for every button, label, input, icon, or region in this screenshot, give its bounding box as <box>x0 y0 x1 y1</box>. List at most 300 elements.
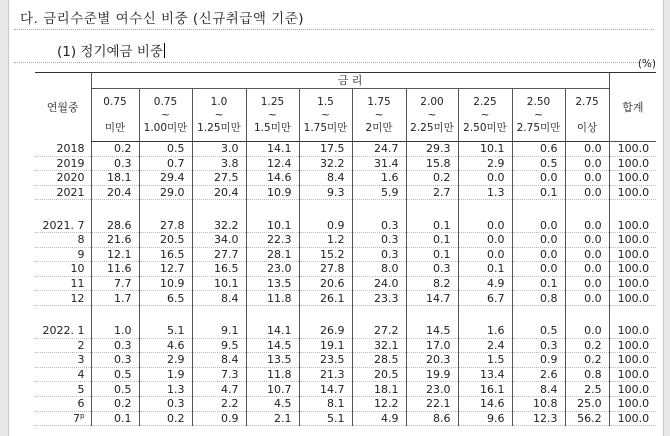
bracket-bottom: 이상 <box>576 121 598 134</box>
row-label <box>35 142 91 157</box>
value-cell: 0.9 <box>192 411 246 426</box>
value-cell: 0.5 <box>139 142 192 157</box>
value-cell: 0.3 <box>91 353 139 368</box>
value-cell: 21.6 <box>91 232 139 247</box>
rate-bracket-header <box>458 89 512 142</box>
value-cell: 9.1 <box>192 324 246 338</box>
value-cell: 23.3 <box>352 291 406 306</box>
value-cell: 1.9 <box>139 367 192 382</box>
total-cell: 100.0 <box>609 396 656 411</box>
value-cell: 18.1 <box>91 171 139 186</box>
value-cell: 0.0 <box>458 232 512 247</box>
bracket-bottom: 2.50미만 <box>463 121 507 134</box>
value-cell: 4.6 <box>139 338 192 353</box>
value-cell: 13.5 <box>246 353 299 368</box>
preliminary-marker: p <box>80 411 85 420</box>
value-cell: 17.5 <box>299 142 352 157</box>
period-column-header: 연월중 <box>35 73 91 142</box>
spacer-cell <box>246 305 299 324</box>
total-cell: 100.0 <box>609 338 656 353</box>
rate-group-header: 금 리 <box>91 73 609 89</box>
row-label-text: 2021 <box>56 186 85 200</box>
row-label <box>35 324 91 338</box>
row-label <box>35 232 91 247</box>
value-cell: 0.0 <box>565 142 609 157</box>
value-cell: 13.4 <box>458 367 512 382</box>
value-cell: 0.3 <box>406 262 458 277</box>
value-cell: 24.7 <box>352 142 406 157</box>
value-cell: 23.0 <box>246 262 299 277</box>
value-cell: 11.8 <box>246 291 299 306</box>
row-label <box>35 396 91 411</box>
value-cell: 0.0 <box>565 262 609 277</box>
value-cell: 3.0 <box>192 142 246 157</box>
total-cell: 100.0 <box>609 156 656 171</box>
value-cell: 29.0 <box>139 185 192 200</box>
value-cell: 11.8 <box>246 367 299 382</box>
bracket-mid: ~ <box>427 108 437 121</box>
text-cursor <box>164 43 165 58</box>
value-cell: 20.5 <box>352 367 406 382</box>
total-cell: 100.0 <box>609 291 656 306</box>
value-cell: 12.2 <box>352 396 406 411</box>
value-cell: 8.1 <box>299 396 352 411</box>
value-cell: 56.2 <box>565 411 609 426</box>
value-cell: 1.6 <box>352 171 406 186</box>
value-cell: 4.9 <box>458 276 512 291</box>
spacer-cell <box>192 200 246 219</box>
value-cell: 12.1 <box>91 247 139 262</box>
total-cell: 100.0 <box>609 247 656 262</box>
spacer-cell <box>352 305 406 324</box>
bracket-bottom: 1.25미만 <box>197 121 241 134</box>
value-cell: 8.6 <box>406 411 458 426</box>
value-cell: 0.1 <box>91 411 139 426</box>
value-cell: 21.3 <box>299 367 352 382</box>
total-cell: 100.0 <box>609 218 656 232</box>
value-cell: 10.8 <box>512 396 565 411</box>
group-spacer-row <box>35 305 656 324</box>
spacer-cell <box>35 305 91 324</box>
value-cell: 0.0 <box>512 218 565 232</box>
value-cell: 0.3 <box>352 232 406 247</box>
bracket-top: 2.75 <box>575 95 599 108</box>
value-cell: 0.1 <box>458 262 512 277</box>
spacer-cell <box>406 200 458 219</box>
section-heading: 다. 금리수준별 여수신 비중 (신규취급액 기준) <box>20 11 305 27</box>
value-cell: 2.9 <box>458 156 512 171</box>
total-cell: 100.0 <box>609 262 656 277</box>
value-cell: 1.6 <box>458 324 512 338</box>
spacer-cell <box>299 305 352 324</box>
total-cell: 100.0 <box>609 142 656 157</box>
value-cell: 0.1 <box>512 276 565 291</box>
table-row <box>35 276 656 291</box>
row-label-text: 11 <box>70 277 85 291</box>
row-label <box>35 171 91 186</box>
spacer-cell <box>512 305 565 324</box>
value-cell: 0.0 <box>512 247 565 262</box>
value-cell: 19.9 <box>406 367 458 382</box>
table-row <box>35 142 656 157</box>
bracket-bottom: 1.75미만 <box>303 121 348 134</box>
value-cell: 10.9 <box>246 185 299 200</box>
value-cell: 0.3 <box>91 338 139 353</box>
value-cell: 0.0 <box>512 262 565 277</box>
value-cell: 0.0 <box>512 171 565 186</box>
value-cell: 0.2 <box>139 411 192 426</box>
spacer-cell <box>512 200 565 219</box>
spacer-cell <box>565 305 609 324</box>
value-cell: 1.3 <box>458 185 512 200</box>
value-cell: 14.1 <box>246 142 299 157</box>
row-label-text: 3 <box>77 353 85 367</box>
bracket-mid: ~ <box>374 108 384 121</box>
row-label <box>35 367 91 382</box>
value-cell: 12.3 <box>512 411 565 426</box>
rate-bracket-header <box>512 89 565 142</box>
table-row <box>35 382 656 397</box>
rate-bracket-header <box>352 89 406 142</box>
bracket-top: 2.00 <box>420 95 444 108</box>
table-row <box>35 185 656 200</box>
value-cell: 0.1 <box>406 232 458 247</box>
value-cell: 8.0 <box>352 262 406 277</box>
value-cell: 1.5 <box>458 353 512 368</box>
value-cell: 9.5 <box>192 338 246 353</box>
row-label-text: 7 <box>73 411 81 425</box>
rate-bracket-header <box>246 89 299 142</box>
bracket-top: 2.50 <box>526 95 551 108</box>
spacer-cell <box>458 200 512 219</box>
table-row <box>35 411 656 426</box>
total-cell: 100.0 <box>609 171 656 186</box>
spacer-cell <box>35 200 91 219</box>
value-cell: 14.5 <box>406 324 458 338</box>
value-cell: 0.0 <box>565 232 609 247</box>
value-cell: 8.4 <box>192 291 246 306</box>
total-cell: 100.0 <box>609 185 656 200</box>
value-cell: 16.1 <box>458 382 512 397</box>
row-label-text: 2018 <box>56 142 85 156</box>
value-cell: 27.8 <box>299 262 352 277</box>
value-cell: 26.1 <box>299 291 352 306</box>
value-cell: 0.0 <box>565 185 609 200</box>
value-cell: 0.3 <box>512 338 565 353</box>
value-cell: 0.0 <box>458 171 512 186</box>
value-cell: 0.2 <box>565 338 609 353</box>
value-cell: 27.8 <box>139 218 192 232</box>
value-cell: 0.1 <box>512 185 565 200</box>
value-cell: 0.3 <box>352 218 406 232</box>
spacer-cell <box>352 200 406 219</box>
bracket-mid <box>566 109 609 122</box>
value-cell: 18.1 <box>352 382 406 397</box>
value-cell: 16.5 <box>139 247 192 262</box>
table-row <box>35 353 656 368</box>
total-cell: 100.0 <box>609 382 656 397</box>
value-cell: 0.0 <box>565 247 609 262</box>
value-cell: 32.2 <box>299 156 352 171</box>
bracket-mid: ~ <box>214 108 224 121</box>
total-cell: 100.0 <box>609 324 656 338</box>
value-cell: 0.1 <box>406 218 458 232</box>
value-cell: 0.7 <box>139 156 192 171</box>
value-cell: 0.0 <box>512 232 565 247</box>
value-cell: 7.7 <box>91 276 139 291</box>
bracket-mid: ~ <box>534 108 543 121</box>
value-cell: 0.5 <box>91 367 139 382</box>
row-label <box>35 276 91 291</box>
row-label <box>35 411 91 426</box>
rate-bracket-header <box>299 89 352 142</box>
value-cell: 14.7 <box>406 291 458 306</box>
value-cell: 10.1 <box>458 142 512 157</box>
value-cell: 12.7 <box>139 262 192 277</box>
table-row <box>35 218 656 232</box>
table-row <box>35 291 656 306</box>
value-cell: 0.3 <box>139 396 192 411</box>
value-cell: 8.4 <box>299 171 352 186</box>
table-row <box>35 396 656 411</box>
table-row <box>35 171 656 186</box>
row-label-text: 4 <box>77 368 85 382</box>
value-cell: 7.3 <box>192 367 246 382</box>
value-cell: 24.0 <box>352 276 406 291</box>
value-cell: 0.0 <box>565 171 609 186</box>
bracket-bottom: 1.00미만 <box>143 121 188 134</box>
row-label-text: 9 <box>77 247 85 261</box>
value-cell: 0.1 <box>406 247 458 262</box>
value-cell: 20.4 <box>192 185 246 200</box>
bracket-top: 2.25 <box>473 95 497 108</box>
value-cell: 0.9 <box>512 353 565 368</box>
value-cell: 0.0 <box>458 247 512 262</box>
group-spacer-row <box>35 200 656 219</box>
value-cell: 0.8 <box>512 291 565 306</box>
value-cell: 29.4 <box>139 171 192 186</box>
value-cell: 14.6 <box>246 171 299 186</box>
value-cell: 0.2 <box>406 171 458 186</box>
value-cell: 14.7 <box>299 382 352 397</box>
table-row <box>35 324 656 338</box>
value-cell: 10.1 <box>192 276 246 291</box>
value-cell: 0.9 <box>299 218 352 232</box>
bracket-top: 1.25 <box>260 95 285 108</box>
table-row <box>35 232 656 247</box>
spacer-cell <box>192 305 246 324</box>
value-cell: 2.7 <box>406 185 458 200</box>
value-cell: 9.6 <box>458 411 512 426</box>
bracket-bottom: 1.5미만 <box>254 121 291 134</box>
value-cell: 13.5 <box>246 276 299 291</box>
value-cell: 14.1 <box>246 324 299 338</box>
row-label <box>35 291 91 306</box>
value-cell: 23.5 <box>299 353 352 368</box>
row-label-text: 2020 <box>56 171 85 185</box>
bracket-mid: ~ <box>268 108 277 121</box>
value-cell: 19.1 <box>299 338 352 353</box>
value-cell: 34.0 <box>192 232 246 247</box>
value-cell: 28.6 <box>91 218 139 232</box>
value-cell: 8.4 <box>192 353 246 368</box>
value-cell: 0.0 <box>458 218 512 232</box>
table-row <box>35 156 656 171</box>
value-cell: 2.1 <box>246 411 299 426</box>
value-cell: 0.0 <box>565 156 609 171</box>
value-cell: 0.2 <box>91 396 139 411</box>
unit-label: (%) <box>637 58 656 70</box>
spacer-cell <box>246 200 299 219</box>
value-cell: 0.0 <box>565 291 609 306</box>
row-label-text: 6 <box>77 397 85 411</box>
value-cell: 22.3 <box>246 232 299 247</box>
bracket-top: 1.75 <box>367 95 391 108</box>
row-label <box>35 262 91 277</box>
value-cell: 5.1 <box>299 411 352 426</box>
value-cell: 20.5 <box>139 232 192 247</box>
spacer-cell <box>565 200 609 219</box>
total-column-header: 합계 <box>609 73 656 142</box>
left-window-frame <box>0 0 9 436</box>
value-cell: 17.0 <box>406 338 458 353</box>
value-cell: 23.0 <box>406 382 458 397</box>
value-cell: 1.0 <box>91 324 139 338</box>
bracket-top: 0.75 <box>103 95 127 108</box>
value-cell: 0.6 <box>512 142 565 157</box>
value-cell: 0.2 <box>565 353 609 368</box>
spacer-cell <box>609 305 656 324</box>
rate-bracket-header <box>565 89 609 142</box>
rate-bracket-header <box>192 89 246 142</box>
value-cell: 10.7 <box>246 382 299 397</box>
value-cell: 8.2 <box>406 276 458 291</box>
value-cell: 4.5 <box>246 396 299 411</box>
value-cell: 26.9 <box>299 324 352 338</box>
bracket-bottom: 2미만 <box>365 121 393 134</box>
value-cell: 10.9 <box>139 276 192 291</box>
row-label-text: 12 <box>70 291 85 305</box>
value-cell: 27.2 <box>352 324 406 338</box>
row-label <box>35 185 91 200</box>
row-label-text: 5 <box>77 382 85 396</box>
bracket-top: 1.5 <box>317 95 334 108</box>
bracket-mid: ~ <box>161 108 170 121</box>
row-label <box>35 353 91 368</box>
rate-bracket-header <box>91 89 139 142</box>
table-row <box>35 367 656 382</box>
value-cell: 0.0 <box>565 218 609 232</box>
value-cell: 28.1 <box>246 247 299 262</box>
total-cell: 100.0 <box>609 276 656 291</box>
value-cell: 3.8 <box>192 156 246 171</box>
guide-line <box>14 62 654 63</box>
value-cell: 0.3 <box>352 247 406 262</box>
value-cell: 5.1 <box>139 324 192 338</box>
value-cell: 8.4 <box>512 382 565 397</box>
row-label <box>35 247 91 262</box>
value-cell: 0.5 <box>512 324 565 338</box>
row-label-text: 8 <box>77 233 85 247</box>
table-row <box>35 247 656 262</box>
subsection-heading-text: (1) 정기예금 비중 <box>57 44 163 60</box>
value-cell: 20.3 <box>406 353 458 368</box>
bracket-bottom: 2.75미만 <box>516 121 561 134</box>
spacer-cell <box>139 305 192 324</box>
value-cell: 2.6 <box>512 367 565 382</box>
value-cell: 20.6 <box>299 276 352 291</box>
total-cell: 100.0 <box>609 411 656 426</box>
value-cell: 1.7 <box>91 291 139 306</box>
value-cell: 0.3 <box>91 156 139 171</box>
bracket-top: 0.75 <box>153 95 178 108</box>
value-cell: 0.2 <box>91 142 139 157</box>
spacer-cell <box>91 200 139 219</box>
rate-bracket-header <box>406 89 458 142</box>
value-cell: 0.0 <box>565 276 609 291</box>
value-cell: 6.5 <box>139 291 192 306</box>
row-label-text: 2021. 7 <box>42 218 85 232</box>
value-cell: 20.4 <box>91 185 139 200</box>
value-cell: 2.5 <box>565 382 609 397</box>
value-cell: 4.7 <box>192 382 246 397</box>
row-label <box>35 156 91 171</box>
value-cell: 0.5 <box>91 382 139 397</box>
spacer-cell <box>139 200 192 219</box>
row-label <box>35 382 91 397</box>
row-label-text: 10 <box>70 262 85 276</box>
spacer-cell <box>406 305 458 324</box>
row-label <box>35 338 91 353</box>
value-cell: 9.3 <box>299 185 352 200</box>
value-cell: 16.5 <box>192 262 246 277</box>
value-cell: 27.5 <box>192 171 246 186</box>
value-cell: 2.2 <box>192 396 246 411</box>
value-cell: 28.5 <box>352 353 406 368</box>
value-cell: 14.5 <box>246 338 299 353</box>
value-cell: 12.4 <box>246 156 299 171</box>
bracket-mid: ~ <box>480 108 490 121</box>
table-row <box>35 338 656 353</box>
spacer-cell <box>609 200 656 219</box>
value-cell: 5.9 <box>352 185 406 200</box>
value-cell: 0.8 <box>565 367 609 382</box>
bracket-bottom: 2.25미만 <box>410 121 454 134</box>
value-cell: 1.3 <box>139 382 192 397</box>
value-cell: 0.5 <box>512 156 565 171</box>
rate-distribution-table <box>35 72 656 426</box>
total-cell: 100.0 <box>609 367 656 382</box>
value-cell: 10.1 <box>246 218 299 232</box>
value-cell: 15.8 <box>406 156 458 171</box>
value-cell: 31.4 <box>352 156 406 171</box>
value-cell: 0.0 <box>565 324 609 338</box>
bracket-mid: ~ <box>321 108 330 121</box>
row-label-text: 2 <box>77 338 85 352</box>
value-cell: 32.1 <box>352 338 406 353</box>
value-cell: 32.2 <box>192 218 246 232</box>
value-cell: 22.1 <box>406 396 458 411</box>
row-label-text: 2022. 1 <box>42 324 85 338</box>
value-cell: 11.6 <box>91 262 139 277</box>
spacer-cell <box>91 305 139 324</box>
value-cell: 15.2 <box>299 247 352 262</box>
rate-bracket-header <box>139 89 192 142</box>
value-cell: 2.9 <box>139 353 192 368</box>
subsection-heading[interactable] <box>57 40 165 60</box>
bracket-mid <box>92 109 139 122</box>
table-row <box>35 262 656 277</box>
